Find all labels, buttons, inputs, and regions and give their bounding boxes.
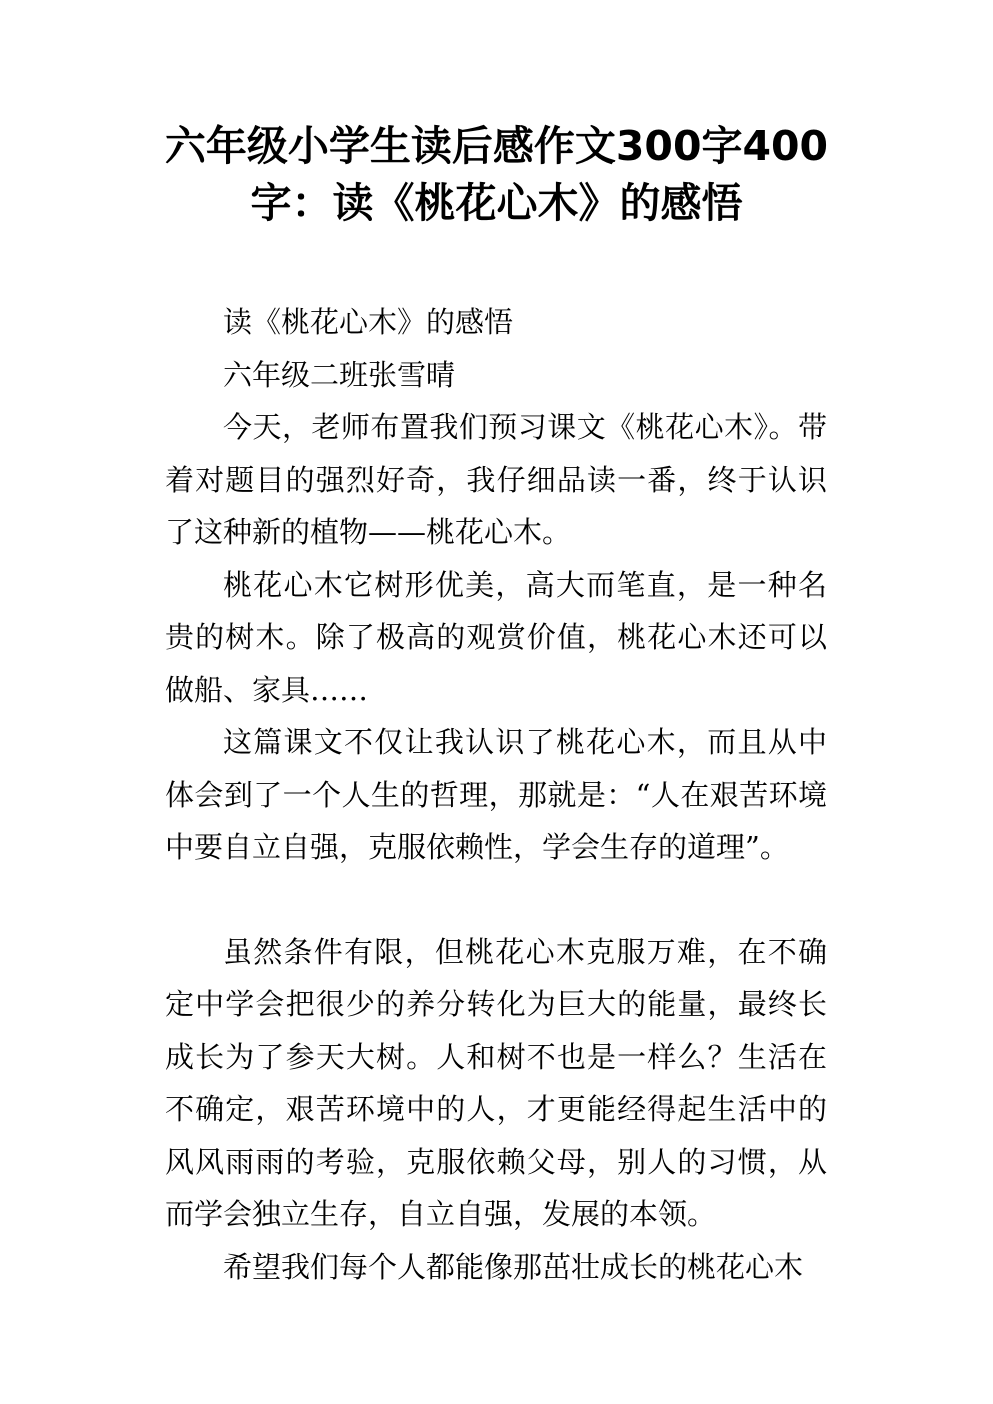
paragraph: 这篇课文不仅让我认识了桃花心木，而且从中体会到了一个人生的哲理，那就是：“人在艰苦环境中要自立自强，克服依赖性，学会生存的道理”。: [165, 725, 827, 864]
paragraph: 今天，老师布置我们预习课文《桃花心木》。带着对题目的强烈好奇，我仔细品读一番，终于认识了这种新的植物——桃花心木。: [165, 410, 827, 549]
essay-heading: 读《桃花心木》的感悟: [223, 305, 514, 339]
document-title: 六年级小学生读后感作文300字400字：读《桃花心木》的感悟: [164, 122, 829, 227]
paragraph: 桃花心木它树形优美，高大而笔直，是一种名贵的树木。除了极高的观赏价值，桃花心木还可以做船、家具……: [165, 567, 827, 707]
document-body: [165, 296, 827, 1293]
paragraph: 希望我们每个人都能像那茁壮成长的桃花心木: [223, 1249, 804, 1284]
author-line: 六年级二班张雪晴: [223, 357, 456, 392]
paragraph: 虽然条件有限，但桃花心木克服万难，在不确定中学会把很少的养分转化为巨大的能量，最终长成长为了参天大树。人和树不也是一样么？生活在不确定，艰苦环境中的人，才更能经得起生活中的风风雨雨的考验，克服依赖父母，别人的习惯，从而学会独立生存，自立自强，发展的本领。: [165, 934, 827, 1231]
